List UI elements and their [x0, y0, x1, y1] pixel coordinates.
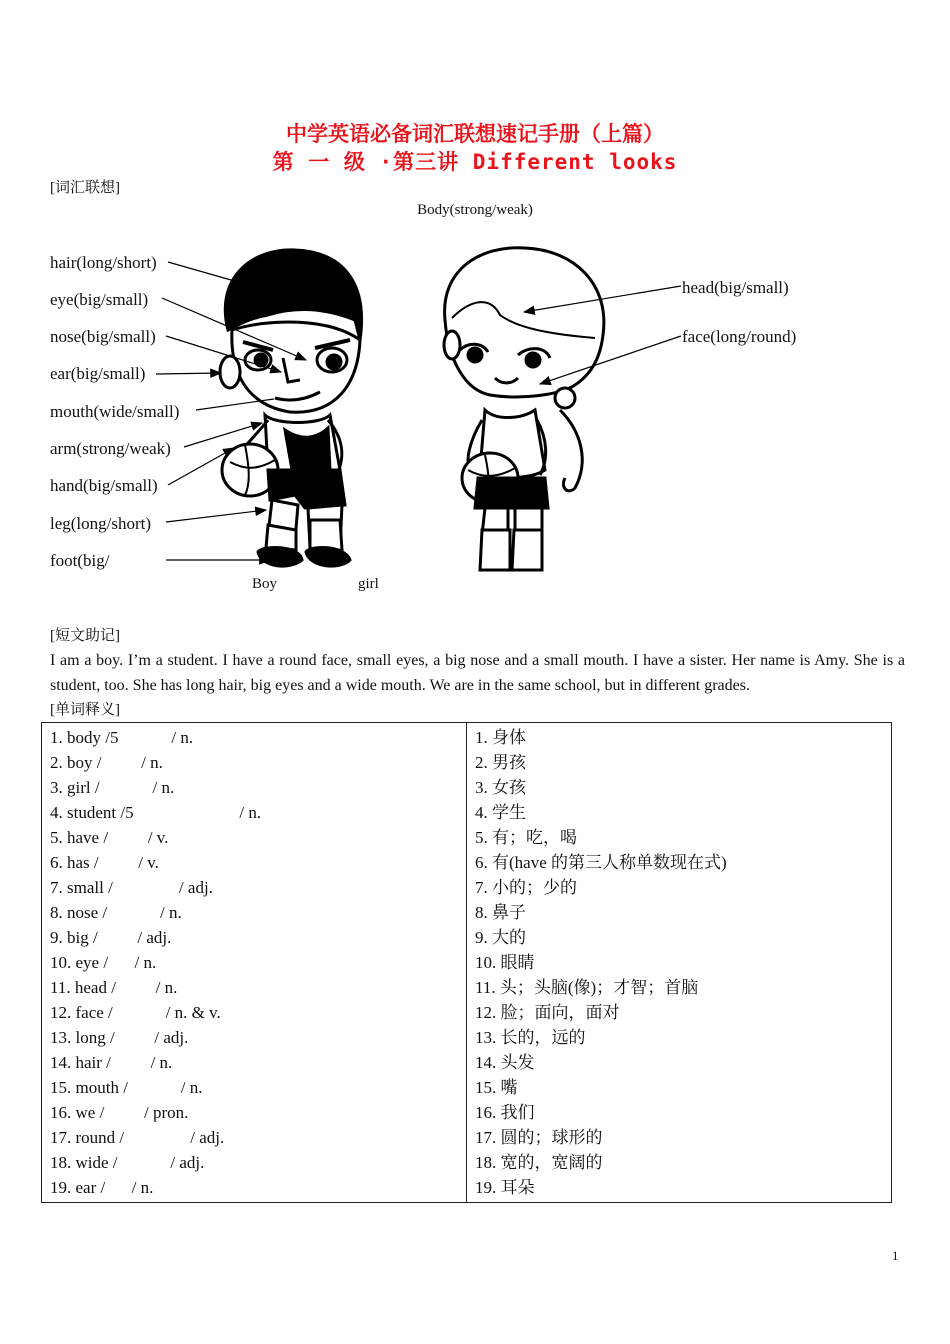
lesson-title: 第 一 级 ·第三讲 Different looks	[272, 150, 678, 174]
label-nose: nose(big/small)	[50, 327, 156, 346]
label-ear: ear(big/small)	[50, 364, 146, 383]
glossary-entry-cn: 9. 大的	[475, 928, 526, 947]
section-label-vocab-association: [词汇联想]	[50, 180, 120, 196]
label-foot: foot(big/	[50, 551, 110, 570]
glossary-english-column	[42, 723, 467, 1203]
glossary-entry-en: 5. have /   / v.	[50, 828, 169, 847]
glossary-entry-cn: 18. 宽的，宽阔的	[475, 1153, 603, 1172]
glossary-entry-en: 12. face /    / n. & v.	[50, 1003, 221, 1022]
glossary-entry-cn: 6. 有(have 的第三人称单数现在式)	[475, 853, 727, 872]
boy-figure	[220, 250, 362, 566]
glossary-entry-en: 6. has /   / v.	[50, 853, 159, 872]
glossary-entry-en: 1. body /5    / n.	[50, 728, 194, 747]
glossary-entry-en: 16. we /   / pron.	[50, 1103, 189, 1122]
body-parts-illustration	[0, 230, 950, 580]
glossary-entry-en: 10. eye /  / n.	[50, 953, 157, 972]
glossary-entry-en: 11. head /   / n.	[50, 978, 178, 997]
page-number: 1	[892, 1248, 899, 1263]
label-eye: eye(big/small)	[50, 290, 149, 309]
glossary-entry-cn: 13. 长的，远的	[475, 1028, 586, 1047]
glossary-entry-en: 19. ear /  / n.	[50, 1178, 154, 1197]
glossary-entry-en: 14. hair /   / n.	[50, 1053, 173, 1072]
glossary-entry-cn: 2. 男孩	[475, 753, 526, 772]
label-face: face(long/round)	[682, 327, 797, 346]
glossary-entry-cn: 14. 头发	[475, 1053, 535, 1072]
label-mouth: mouth(wide/small)	[50, 402, 180, 421]
label-arm: arm(strong/weak)	[50, 439, 171, 458]
glossary-entry-en: 4. student /5        / n.	[50, 803, 262, 822]
glossary-entry-cn: 15. 嘴	[475, 1078, 518, 1097]
glossary-entry-en: 9. big /   / adj.	[50, 928, 172, 947]
memory-passage: I am a boy. I’m a student. I have a round face, small eyes, a big nose and a small mouth. I have a sister. Her name is Amy. She is a student, too. She has long hair, big eyes and a wide mouth. We are in the same school, but in different grades.	[50, 652, 905, 694]
glossary-entry-en: 15. mouth /    / n.	[50, 1078, 203, 1097]
document-title: 中学英语必备词汇联想速记手册（上篇）	[286, 121, 664, 146]
glossary-entry-cn: 10. 眼睛	[475, 953, 535, 972]
glossary-entry-cn: 4. 学生	[475, 803, 526, 822]
glossary-entry-en: 18. wide /    / adj.	[50, 1153, 205, 1172]
glossary-entry-cn: 16. 我们	[475, 1103, 535, 1122]
glossary-entry-en: 2. boy /   / n.	[50, 753, 163, 772]
glossary-entry-cn: 12. 脸；面向，面对	[475, 1003, 620, 1022]
glossary-entry-cn: 19. 耳朵	[475, 1178, 535, 1197]
caption-girl: girl	[358, 576, 379, 592]
glossary-entry-en: 13. long /   / adj.	[50, 1028, 189, 1047]
girl-figure	[444, 248, 604, 570]
glossary-chinese-column	[467, 723, 892, 1203]
glossary-entry-cn: 8. 鼻子	[475, 903, 526, 922]
label-hand: hand(big/small)	[50, 476, 158, 495]
caption-boy: Boy	[252, 576, 278, 592]
glossary-entry-en: 3. girl /    / n.	[50, 778, 175, 797]
glossary-entry-cn: 11. 头；头脑(像)；才智；首脑	[475, 978, 699, 997]
label-leg: leg(long/short)	[50, 514, 152, 533]
glossary-entry-cn: 7. 小的；少的	[475, 878, 577, 897]
glossary-entry-cn: 5. 有；吃，喝	[475, 828, 577, 847]
glossary-entry-en: 8. nose /    / n.	[50, 903, 182, 922]
glossary-entry-en: 7. small /     / adj.	[50, 878, 213, 897]
section-label-glossary: [单词释义]	[50, 702, 120, 718]
section-label-passage: [短文助记]	[50, 628, 120, 644]
label-head: head(big/small)	[682, 278, 789, 297]
label-hair: hair(long/short)	[50, 253, 157, 272]
glossary-table	[41, 722, 892, 1203]
glossary-entry-cn: 17. 圆的；球形的	[475, 1128, 603, 1147]
body-label: Body(strong/weak)	[417, 202, 533, 218]
glossary-entry-cn: 1. 身体	[475, 728, 526, 747]
glossary-entry-en: 17. round /     / adj.	[50, 1128, 225, 1147]
glossary-entry-cn: 3. 女孩	[475, 778, 526, 797]
